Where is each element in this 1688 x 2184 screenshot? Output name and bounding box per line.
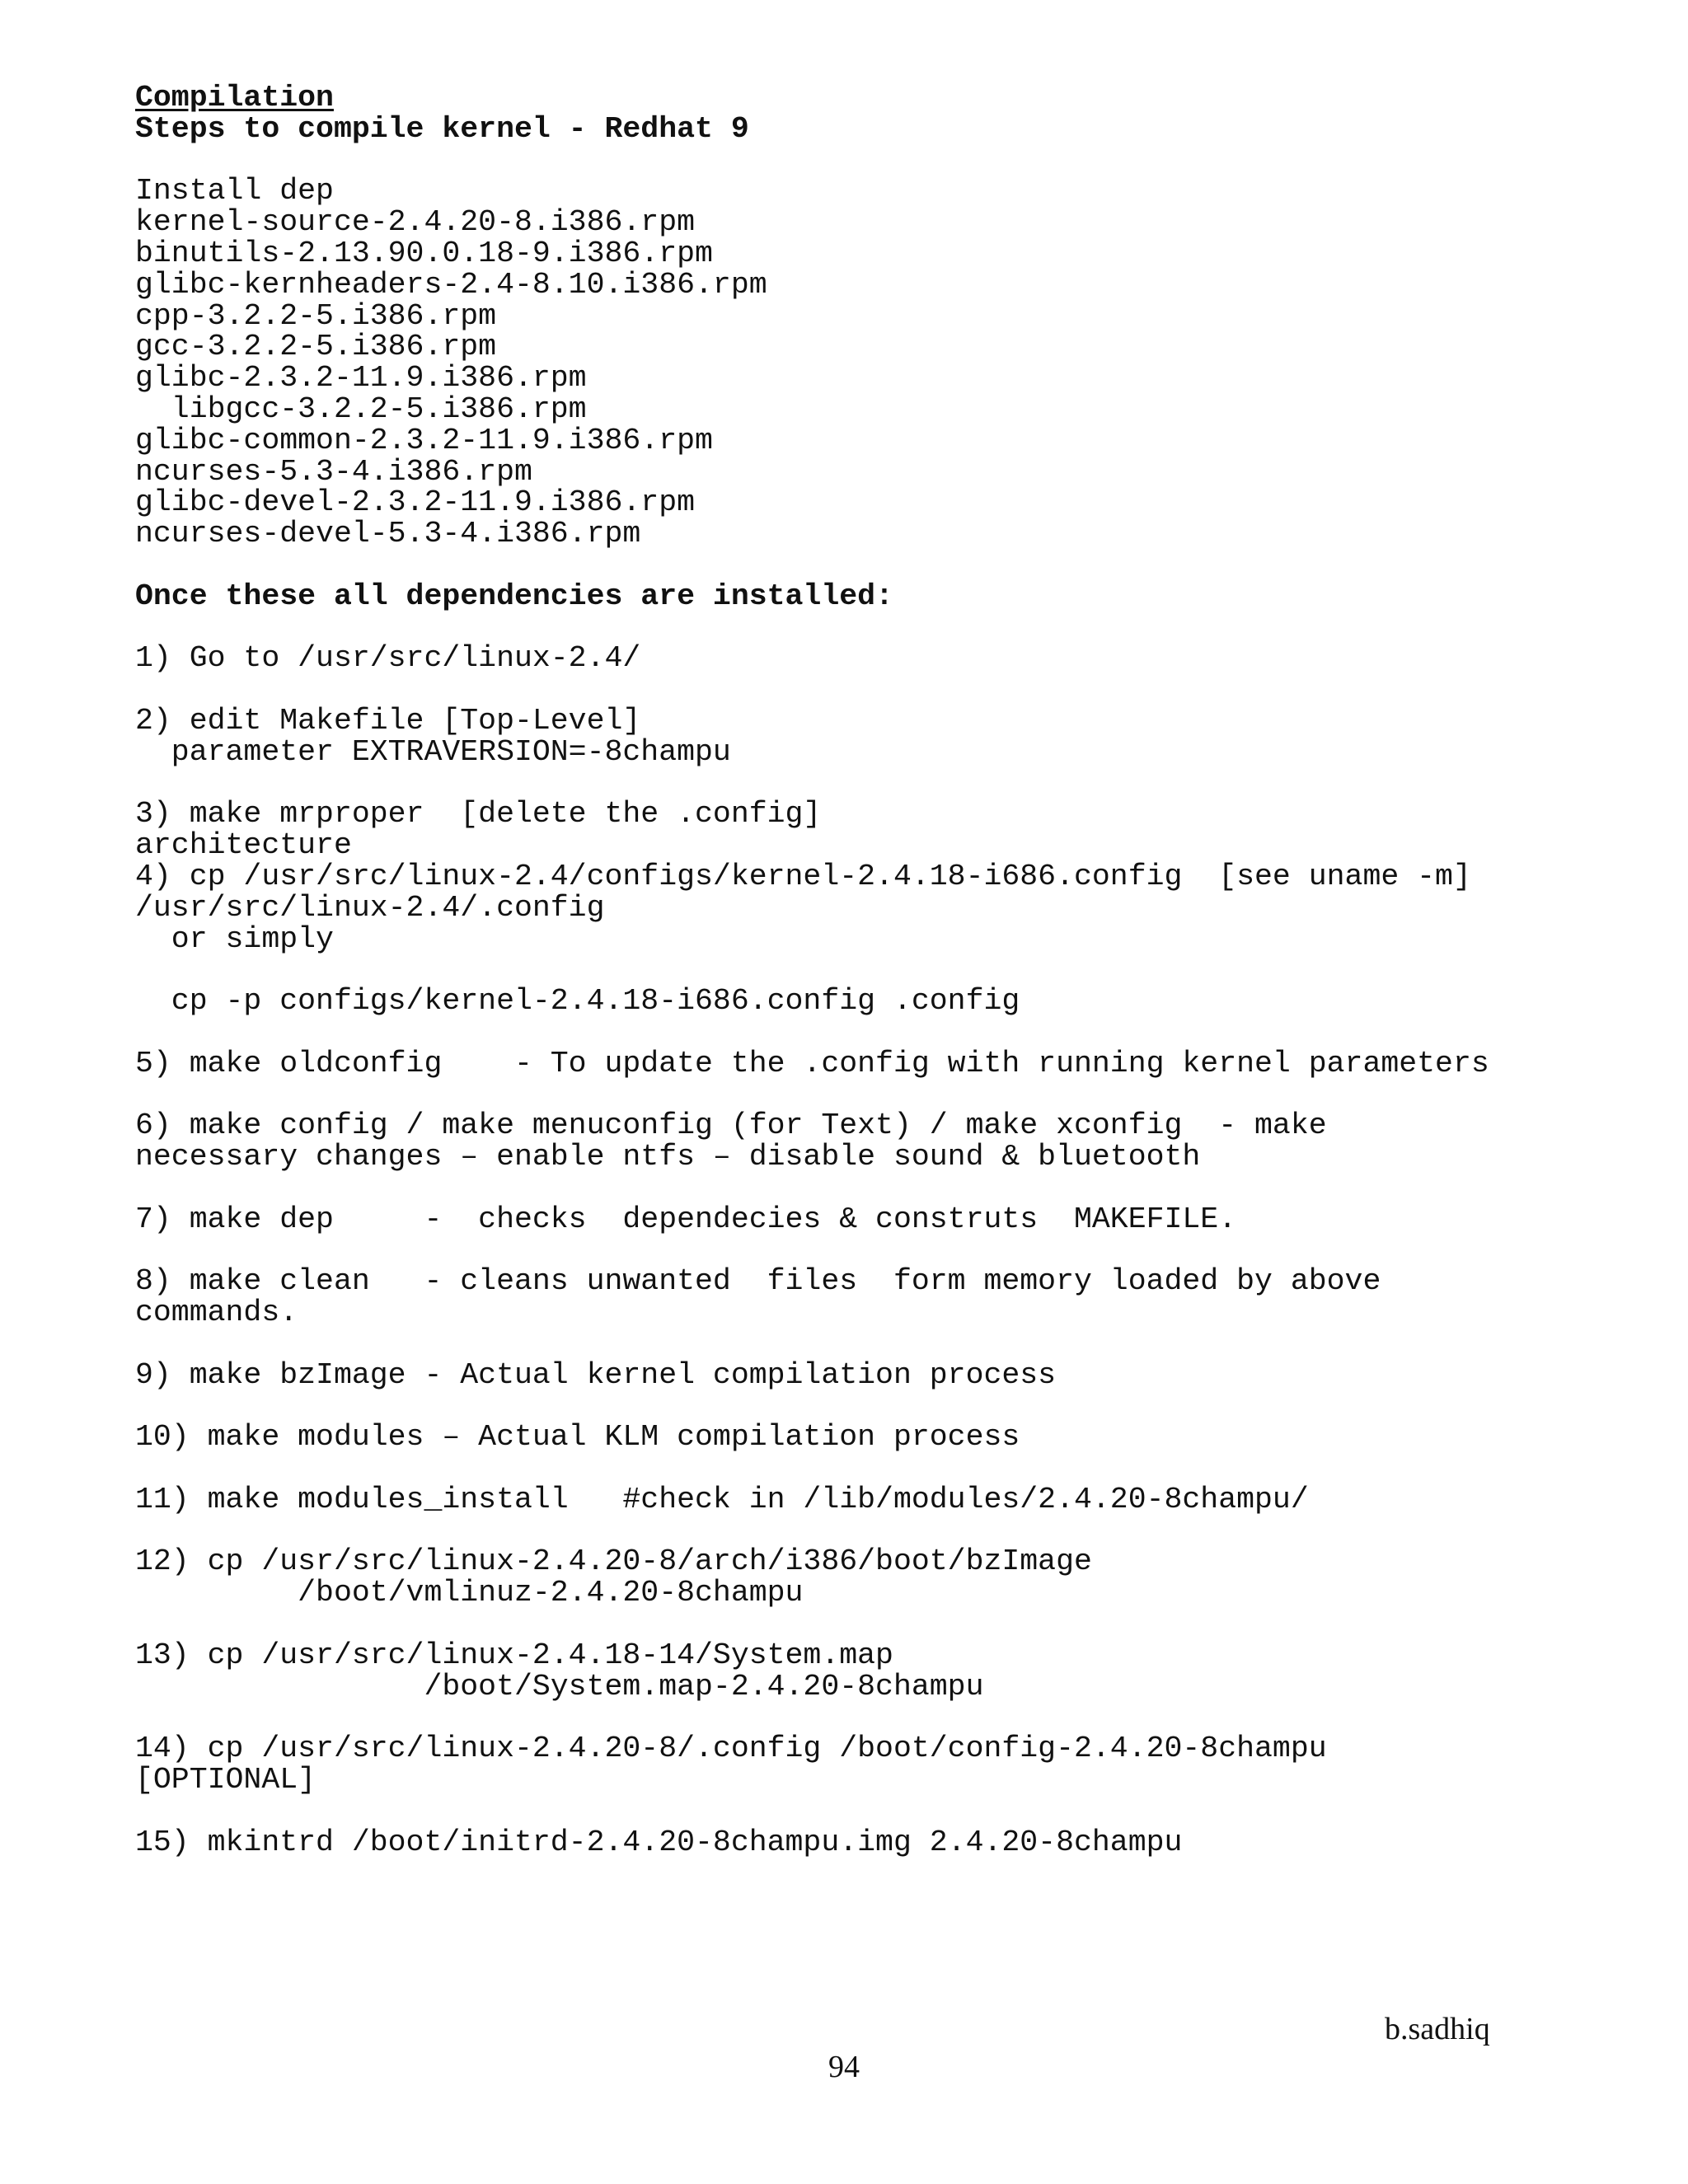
step-4-target: /usr/src/linux-2.4/.config [135,890,605,925]
package-item: gcc-3.2.2-5.i386.rpm [135,330,497,364]
spacer [135,1173,1586,1204]
package-item: glibc-kernheaders-2.4-8.10.i386.rpm [135,267,767,302]
spacer [135,1609,1586,1640]
package-item: binutils-2.13.90.0.18-9.i386.rpm [135,236,713,270]
spacer [135,1329,1586,1360]
step-2: 2) edit Makefile [Top-Level] [135,703,641,738]
section-heading: Compilation [135,81,334,115]
step-15: 15) mkintrd /boot/initrd-2.4.20-8champu.img 2.4.20-8champu [135,1825,1183,1859]
section-subheading: Steps to compile kernel - Redhat 9 [135,111,749,146]
step-3: 3) make mrproper [delete the .config] [135,797,822,832]
step-4-or: or simply [135,921,334,956]
spacer [135,1390,1586,1422]
step-4: 4) cp /usr/src/linux-2.4/configs/kernel-2.4.18-i686.config [see uname -m] [135,859,1471,893]
package-item: kernel-source-2.4.20-8.i386.rpm [135,205,696,240]
step-7: 7) make dep - checks dependecies & construts MAKEFILE. [135,1202,1237,1236]
spacer [135,1453,1586,1484]
package-item: ncurses-devel-5.3-4.i386.rpm [135,517,641,551]
step-12-detail: /boot/vmlinuz-2.4.20-8champu [135,1576,804,1610]
page-number: 94 [828,2050,860,2084]
spacer [135,1796,1586,1827]
step-8: 8) make clean - cleans unwanted files form memory loaded by above [135,1264,1381,1299]
spacer [135,1080,1586,1111]
spacer [135,954,1586,986]
spacer [135,550,1586,581]
author-signature: b.sadhiq [1385,2012,1490,2046]
package-list [135,207,1586,550]
spacer [135,1017,1586,1048]
step-2-detail: parameter EXTRAVERSION=-8champu [135,734,731,769]
package-item: libgcc-3.2.2-5.i386.rpm [135,391,587,426]
step-9: 9) make bzImage - Actual kernel compilation process [135,1357,1057,1392]
document-body [135,82,1586,1858]
package-item: glibc-devel-2.3.2-11.9.i386.rpm [135,485,696,520]
step-6: 6) make config / make menuconfig (for Text) / make xconfig - make [135,1108,1327,1143]
step-14-detail: [OPTIONAL] [135,1763,316,1797]
spacer [135,612,1586,644]
spacer [135,768,1586,799]
step-13-detail: /boot/System.map-2.4.20-8champu [135,1669,984,1704]
spacer [135,1235,1586,1266]
step-3-detail: architecture [135,828,352,863]
spacer [135,1702,1586,1733]
spacer [135,145,1586,176]
install-label: Install dep [135,174,334,209]
step-12: 12) cp /usr/src/linux-2.4.20-8/arch/i386/boot/bzImage [135,1544,1092,1579]
step-4-alt-command: cp -p configs/kernel-2.4.18-i686.config .config [135,984,1020,1019]
package-item: ncurses-5.3-4.i386.rpm [135,454,532,489]
step-10: 10) make modules – Actual KLM compilation process [135,1420,1020,1455]
step-1: 1) Go to /usr/src/linux-2.4/ [135,641,641,676]
spacer [135,1516,1586,1547]
package-item: cpp-3.2.2-5.i386.rpm [135,298,497,333]
spacer [135,674,1586,705]
step-6-detail: necessary changes – enable ntfs – disable sound & bluetooth [135,1140,1201,1174]
step-13: 13) cp /usr/src/linux-2.4.18-14/System.map [135,1638,893,1672]
step-14: 14) cp /usr/src/linux-2.4.20-8/.config /boot/config-2.4.20-8champu [135,1732,1327,1766]
deps-installed-heading: Once these all dependencies are installed: [135,579,893,613]
step-8-detail: commands. [135,1296,298,1330]
step-5: 5) make oldconfig - To update the .config with running kernel parameters [135,1046,1489,1080]
step-11: 11) make modules_install #check in /lib/modules/2.4.20-8champu/ [135,1482,1309,1516]
package-item: glibc-common-2.3.2-11.9.i386.rpm [135,423,713,457]
package-item: glibc-2.3.2-11.9.i386.rpm [135,361,587,396]
